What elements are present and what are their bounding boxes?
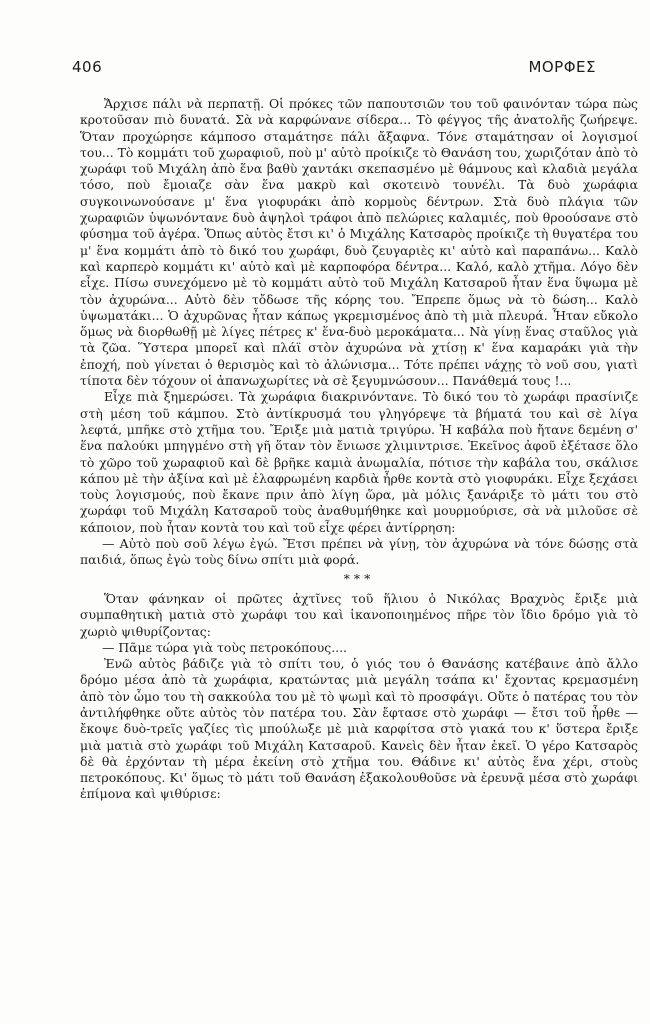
paragraph-2: Εἶχε πιὰ ξημερώσει. Τὰ χωράφια διακρινόντανε. Τὸ δικό του τὸ χωράφι πρασίνιζε στὴ μέση τοῦ κάμπου. Στὸ ἀντίκρυσμά του γληγόρεψε τὰ βήματά του καὶ σὲ λίγα λεφτά, μπῆκε στὸ χτῆμα του. Ἔριξε μιὰ ματιὰ τριγύρω. Ἡ καβάλα ποὺ ἤτανε δεμένη σ' ἕνα παλούκι μπηγμένο στὴ γῆ ὅταν τὸν ἔνιωσε χλιμιντρισε. Ἐκεῖνος ἀφοῦ ἐξέτασε ὅλο τὸ χῶρο τοῦ χωραφιοῦ καὶ δὲ βρῆκε καμιὰ ἀνωμαλία, πότισε τὴν καβάλα του, σκάλισε κάπου μὲ τὴν ἀξίνα καὶ μὲ ἐλαφρωμένη καρδιὰ ἦρθε κοντὰ στὸ γιοφυράκι. Εἶχε ξεχάσει τοὺς λογισμούς, ποὺ ἔκανε πριν ἀπὸ λίγη ὥρα, μὰ μόλις ξανάριξε τὸ μάτι του στὸ χωράφι τοῦ Μιχάλη Κατσαροῦ τοὺς ἀναθυμήθηκε καὶ μουρμούρισε, σὰ νὰ μιλοῦσε σὲ κάποιον, ποὺ ἦταν κοντὰ του καὶ τοῦ εἶχε φέρει ἀντίρρηση: xyxy=(80,389,638,535)
dialog-line-2: — Πᾶμε τώρα γιὰ τοὺς πετροκόπους.... xyxy=(102,639,347,655)
paragraph-4: Ἐνῶ αὐτὸς βάδιζε γιὰ τὸ σπίτι του, ὁ γιός του ὁ Θανάσης κατέβαινε ἀπὸ ἄλλο δρόμο μέσα ἀπὸ τὰ χωράφια, κρατώντας μιὰ μεγάλη τσάπα κι' ἔχοντας κρεμασμένη ἀπὸ τὸν ὦμο του τὴ σακκούλα του μὲ τὸ ψωμὶ καὶ τὸ προσφάγι. Οὔτε ὁ πατέρας του τὸν ἀντιλήφθηκε οὔτε αὐτὸς τὸν πατέρα του. Σὰν ἔφτασε στὸ χωράφι — ἔτσι τοῦ ἦρθε — ἔκοψε δυὸ-τρεῖς γαζίες τὶς μπούλωξε μὲ μιὰ καρφίτσα στὸ γιακά του κ' ὕστερα ἔριξε μιὰ ματιὰ στὸ χωράφι τοῦ Μιχάλη Κατσαροῦ. Κανεὶς δὲν ἦταν ἐκεῖ. Ὁ γέρο Κατσαρὸς δὲ θὰ ἐρχόνταν τὴ μέρα ἐκείνη στὸ χτῆμα του. Θάδινε κι' αὐτὸς ἕνα χέρι, στοὺς πετροκόπους. Κι' ὅμως τὸ μάτι τοῦ Θανάση ἐξακολουθοῦσε νὰ ἐρευνᾷ μέσα στὸ χωράφι ἐπίμονα καὶ ψιθύρισε: xyxy=(80,656,638,802)
body-text xyxy=(80,96,638,803)
page-number: 406 xyxy=(72,58,103,76)
running-title: ΜΟΡΦΕΣ xyxy=(528,58,596,76)
paragraph-3: Ὅταν φάνηκαν οἱ πρῶτες ἀχτῖνες τοῦ ἥλιου ὁ Νικόλας Βραχνὸς ἔριξε μιὰ συμπαθητικὴ ματιὰ στὸ χωράφι του καὶ ἱκανοποιημένος πῆρε τὸν ἴδιο δρόμο γιὰ τὸ χωριὸ ψιθυρίζοντας: xyxy=(80,590,638,639)
page-header xyxy=(72,58,596,82)
paragraph-1: Ἄρχισε πάλι νὰ περπατῇ. Οἱ πρόκες τῶν παπουτσιῶν του τοῦ φαινόνταν τώρα πὼς κροτοῦσαν πιὸ δυνατά. Σὰ νὰ καρφώνανε σίδερα... Τὸ φέγγος τῆς ἀνατολῆς ζωήρεψε. Ὅταν προχώρησε κάμποσο σταμάτησε πάλι ἄξαφνα. Τόνε σταμάτησαν οἱ λογισμοί του... Τὸ κομμάτι τοῦ χωραφιοῦ, ποὺ μ' αὐτὸ προίκιζε τὸ Θανάση του, χωριζόταν ἀπὸ τὸ χωράφι τοῦ Μιχάλη ἀπὸ ἕνα βαθὺ χαντάκι σκεπασμένο μὲ θάμνους καὶ κλαδιὰ μεγάλα τόσο, ποὺ ἔμοιαζε σὰν ἕνα μακρὺ καὶ σκοτεινὸ τουνέλι. Τὰ δυὸ χωράφια συγκοινωνούσανε μ' ἕνα γιοφυράκι ἀπὸ κορμοὺς δέντρων. Στὰ δυὸ πλάγια τῶν χωραφιῶν ὑψωνόντανε δυὸ ἀψηλοὶ τράφοι ἀπὸ πελώριες καλαμιές, ποὺ θροούσανε στὸ φύσημα τοῦ ἀγέρα. Ὅπως αὐτὸς ἔτσι κι' ὁ Μιχάλης Κατσαρὸς προίκιζε τὴ θυγατέρα του μ' ἕνα κομμάτι ἀπὸ τὸ δικό του χωράφι, δυὸ ζευγαριὲς κι' αὐτὸ καὶ παραπάνω... Καλὸ καὶ καρπερὸ κομμάτι κι' αὐτὸ καὶ μὲ καρποφόρα δέντρα... Καλό, καλὸ χτῆμα. Λόγο δὲν εἶχε. Πίσω συνεχόμενο μὲ τὸ κομμάτι αὐτὸ τοῦ Μιχάλη Κατσαροῦ ἦταν ἕνα ὕψωμα μὲ τὸν ἀχυρώνα... Αὐτὸ δὲν τὄδωσε τῆς κόρης του. Ἔπρεπε ὅμως νὰ τὸ δώση... Καλὸ ὑψωματάκι... Ὁ ἀχυρῶνας ἦταν κάπως γκρεμισμένος ἀπὸ τὴ μιὰ πλευρά. Ἦταν εὔκολο ὅμως νὰ διορθωθῇ μὲ λίγες πέτρες κ' ἕνα-δυὸ μεροκάματα... Νὰ γίνῃ ἕνας σταῦλος γιὰ τὰ ζῶα. Ὕστερα μπορεῖ καὶ πλάϊ στὸν ἀχυρώνα νὰ χτίσῃ κ' ἕνα καμαράκι γιὰ τὴν ἐποχή, ποὺ γίνεται ὁ θερισμὸς καὶ τὸ ἁλώνισμα... Τότε πρέπει νάχῃς τὸ νοῦ σου, γιατὶ τίποτα δὲν τόχουν οἱ ἀπανωχωρίτες νὰ σὲ ξεγυμνώσουν... Πανάθεμά τους !... xyxy=(80,96,638,389)
dialog-line-1: — Αὐτὸ ποὺ σοῦ λέγω ἐγώ. Ἔτσι πρέπει νὰ γίνῃ, τὸν ἀχυρώνα νὰ τόνε δώσῃς στὰ παιδιά, ὅπως ἐγὼ τοὺς δίνω σπίτι μιὰ φορά. xyxy=(80,536,638,568)
section-separator: *** xyxy=(343,570,375,586)
